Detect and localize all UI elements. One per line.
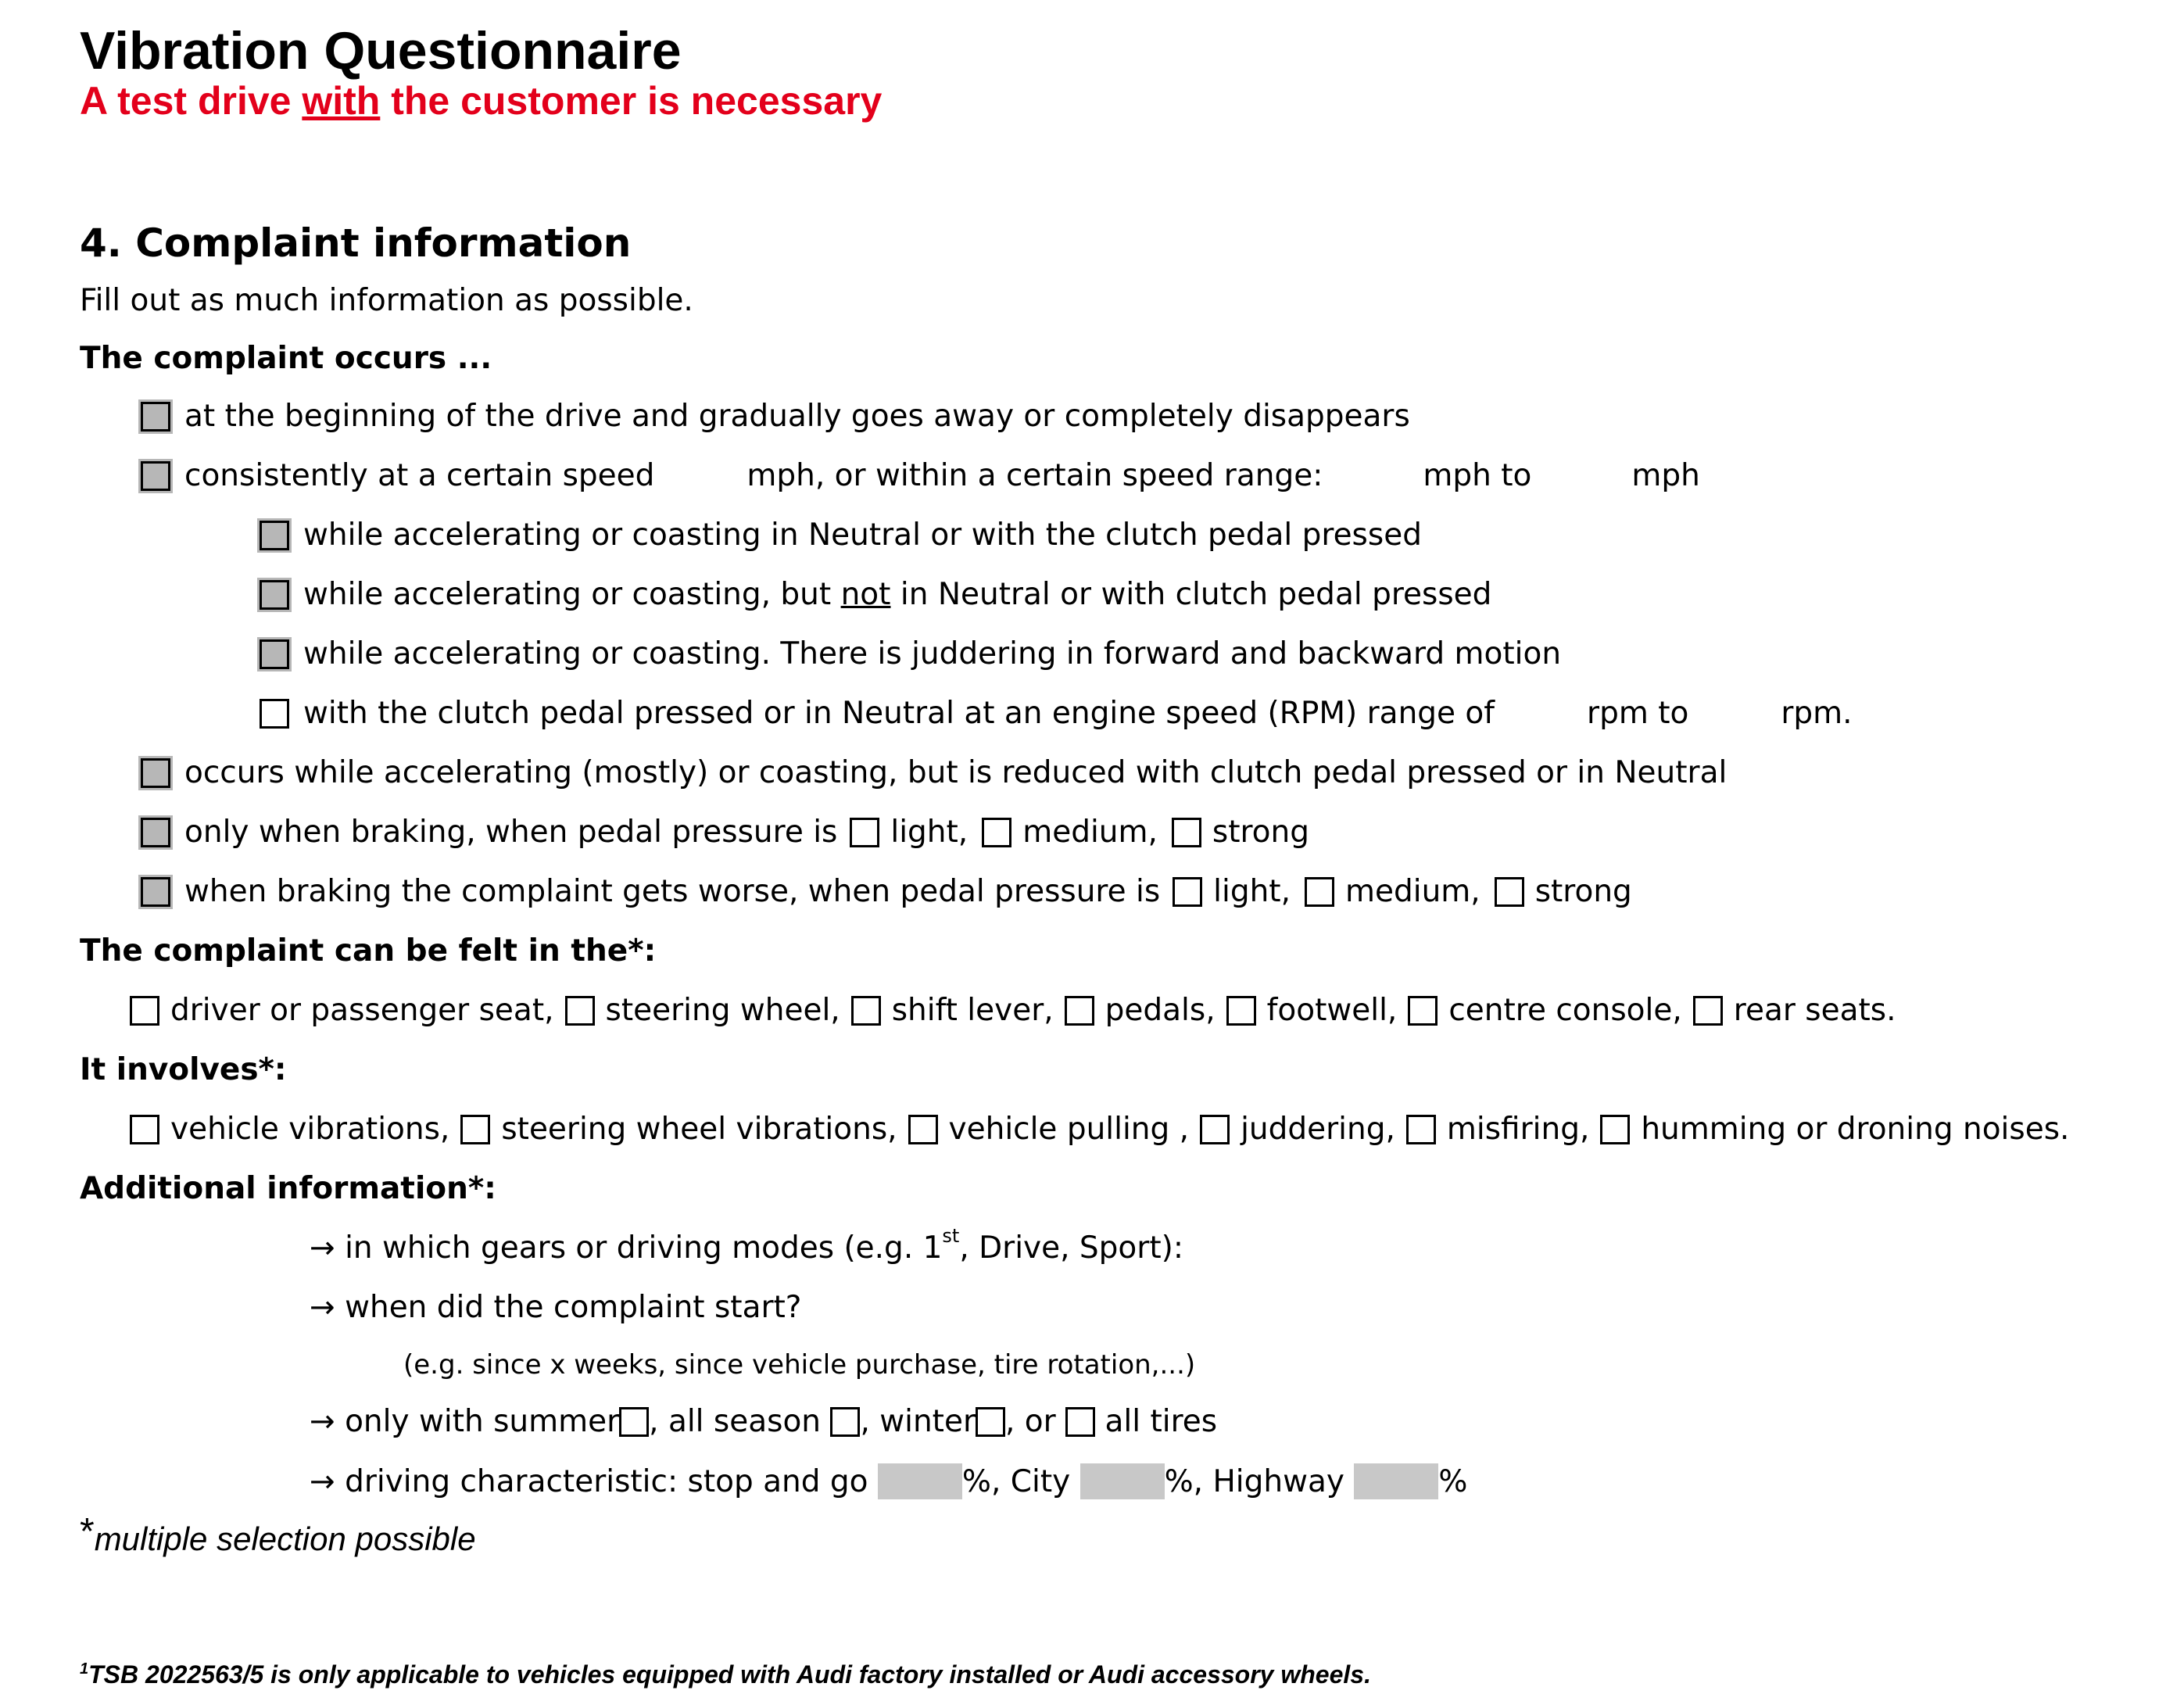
involves-juddering-label: juddering, <box>1241 1112 1395 1147</box>
checkbox-steering-wheel[interactable] <box>565 996 595 1026</box>
pressure-strong-label: strong <box>1534 874 1632 909</box>
subtitle-part2: the customer is necessary <box>380 79 883 123</box>
option-beginning[interactable] <box>141 399 1410 434</box>
checkbox-seat[interactable] <box>130 996 159 1026</box>
option-braking-worse[interactable] <box>141 874 1632 909</box>
pressure-medium-label: medium, <box>1022 815 1158 850</box>
option-label: only when braking, when pedal pressure is <box>184 815 838 850</box>
checkbox-summer[interactable] <box>619 1407 649 1437</box>
footnote-text: TSB 2022563/5 is only applicable to vehicles equipped with Audi factory installed or Audi accessory wheels. <box>88 1660 1371 1689</box>
option-label: occurs while accelerating (mostly) or coasting, but is reduced with clutch pedal pressed or in Neutral <box>184 755 1728 790</box>
gears-label-part2: , Drive, Sport): <box>959 1230 1183 1266</box>
felt-footwell-label: footwell, <box>1266 993 1398 1028</box>
label-part2: in Neutral or with clutch pedal pressed <box>890 577 1492 612</box>
option-label: when braking the complaint gets worse, when pedal pressure is <box>184 874 1161 909</box>
speed-unit-label: mph, or within a certain speed range: <box>746 458 1323 493</box>
driving-stop-go-label: → driving characteristic: stop and go <box>310 1463 878 1499</box>
highway-percent-field[interactable] <box>1354 1463 1438 1499</box>
checkbox[interactable] <box>260 699 289 729</box>
checkbox-steering-vibrations[interactable] <box>460 1115 490 1144</box>
speed-range-unit: mph <box>1631 458 1700 493</box>
label-part1: while accelerating or coasting, but <box>303 577 841 612</box>
multiple-selection-note <box>80 1511 476 1560</box>
felt-shift-lever-label: shift lever, <box>891 993 1054 1028</box>
checkbox[interactable] <box>260 521 289 550</box>
rpm-unit-label: rpm. <box>1781 696 1853 731</box>
felt-options <box>130 993 1896 1028</box>
checkbox-vehicle-vibrations[interactable] <box>130 1115 159 1144</box>
driving-highway-label: %, Highway <box>1164 1463 1355 1499</box>
checkbox-shift-lever[interactable] <box>851 996 881 1026</box>
checkbox[interactable] <box>141 461 170 491</box>
gears-superscript: st <box>942 1224 960 1247</box>
intro-text: Fill out as much information as possible. <box>80 283 693 318</box>
option-label: with the clutch pedal pressed or in Neutral at an engine speed (RPM) range of <box>303 696 1495 731</box>
driving-percent-label: % <box>1438 1463 1468 1499</box>
checkbox-pedals[interactable] <box>1065 996 1094 1026</box>
checkbox-medium[interactable] <box>982 818 1011 847</box>
checkbox-centre-console[interactable] <box>1408 996 1438 1026</box>
suboption-not-neutral[interactable] <box>260 577 1491 612</box>
felt-seat-label: driver or passenger seat, <box>170 993 554 1028</box>
additional-heading: Additional information*: <box>80 1171 496 1206</box>
option-label: consistently at a certain speed <box>184 458 655 493</box>
note-text: multiple selection possible <box>94 1520 476 1557</box>
checkbox-winter[interactable] <box>976 1407 1005 1437</box>
additional-tires <box>310 1404 1217 1439</box>
checkbox-humming[interactable] <box>1600 1115 1630 1144</box>
involves-vehicle-vibrations-label: vehicle vibrations, <box>170 1112 450 1147</box>
option-speed[interactable] <box>141 458 1700 493</box>
option-label: at the beginning of the drive and gradually goes away or completely disappears <box>184 399 1410 434</box>
checkbox-strong[interactable] <box>1172 818 1201 847</box>
subtitle-part1: A test drive <box>80 79 303 123</box>
occurs-heading: The complaint occurs ... <box>80 341 492 376</box>
start-hint: (e.g. since x weeks, since vehicle purchase, tire rotation,...) <box>403 1349 1196 1381</box>
checkbox[interactable] <box>141 402 170 432</box>
suboption-neutral[interactable] <box>260 518 1422 553</box>
additional-start: → when did the complaint start? <box>310 1290 802 1325</box>
checkbox[interactable] <box>141 818 170 847</box>
checkbox-footwell[interactable] <box>1226 996 1256 1026</box>
checkbox-misfiring[interactable] <box>1406 1115 1436 1144</box>
tires-all-season-label: , all season <box>649 1404 831 1439</box>
suboption-rpm[interactable] <box>260 696 1853 731</box>
label-not: not <box>840 577 891 612</box>
involves-humming-label: humming or droning noises. <box>1641 1112 2070 1147</box>
checkbox-light[interactable] <box>850 818 879 847</box>
checkbox-light[interactable] <box>1173 877 1202 907</box>
footnote <box>80 1660 1371 1689</box>
felt-rear-seats-label: rear seats. <box>1733 993 1896 1028</box>
rpm-range-label: rpm to <box>1587 696 1689 731</box>
speed-range-label: mph to <box>1423 458 1532 493</box>
checkbox[interactable] <box>260 639 289 669</box>
checkbox-all-season[interactable] <box>830 1407 860 1437</box>
tires-summer-label: → only with summer <box>310 1404 620 1439</box>
option-label: while accelerating or coasting. There is juddering in forward and backward motion <box>303 636 1562 672</box>
city-percent-field[interactable] <box>1080 1463 1165 1499</box>
footnote-number: 1 <box>80 1660 89 1678</box>
felt-steering-wheel-label: steering wheel, <box>605 993 840 1028</box>
additional-driving <box>310 1463 1467 1499</box>
checkbox-strong[interactable] <box>1495 877 1524 907</box>
tires-winter-label: , winter <box>860 1404 976 1439</box>
checkbox[interactable] <box>141 877 170 907</box>
involves-misfiring-label: misfiring, <box>1446 1112 1590 1147</box>
additional-gears <box>310 1224 1183 1266</box>
option-label <box>303 577 1491 612</box>
checkbox[interactable] <box>260 580 289 610</box>
involves-steering-vibrations-label: steering wheel vibrations, <box>501 1112 897 1147</box>
checkbox-all-tires[interactable] <box>1065 1407 1095 1437</box>
tires-or-label: , or <box>1005 1404 1066 1439</box>
checkbox[interactable] <box>141 758 170 788</box>
checkbox-medium[interactable] <box>1305 877 1334 907</box>
pressure-light-label: light, <box>1213 874 1291 909</box>
felt-pedals-label: pedals, <box>1105 993 1216 1028</box>
page-subtitle <box>80 78 882 124</box>
involves-options <box>130 1112 2069 1147</box>
checkbox-rear-seats[interactable] <box>1693 996 1723 1026</box>
pressure-light-label: light, <box>890 815 968 850</box>
option-braking[interactable] <box>141 815 1309 850</box>
pressure-medium-label: medium, <box>1345 874 1480 909</box>
pressure-strong-label: strong <box>1212 815 1310 850</box>
gears-label-part1: → in which gears or driving modes (e.g. 1 <box>310 1230 943 1266</box>
section-heading: 4. Complaint information <box>80 220 632 266</box>
felt-heading: The complaint can be felt in the*: <box>80 933 657 969</box>
subtitle-underlined: with <box>302 79 381 123</box>
involves-vehicle-pulling-label: vehicle pulling , <box>948 1112 1190 1147</box>
page-title: Vibration Questionnaire <box>80 21 682 81</box>
involves-heading: It involves*: <box>80 1052 287 1087</box>
driving-city-label: %, City <box>961 1463 1080 1499</box>
option-label: while accelerating or coasting in Neutral or with the clutch pedal pressed <box>303 518 1422 553</box>
suboption-juddering[interactable] <box>260 636 1561 672</box>
note-star: * <box>80 1511 95 1553</box>
tires-all-label: all tires <box>1095 1404 1218 1439</box>
checkbox-vehicle-pulling[interactable] <box>908 1115 938 1144</box>
checkbox-juddering[interactable] <box>1200 1115 1230 1144</box>
option-accelerating[interactable] <box>141 755 1727 790</box>
stop-and-go-percent-field[interactable] <box>878 1463 962 1499</box>
felt-centre-console-label: centre console, <box>1448 993 1682 1028</box>
